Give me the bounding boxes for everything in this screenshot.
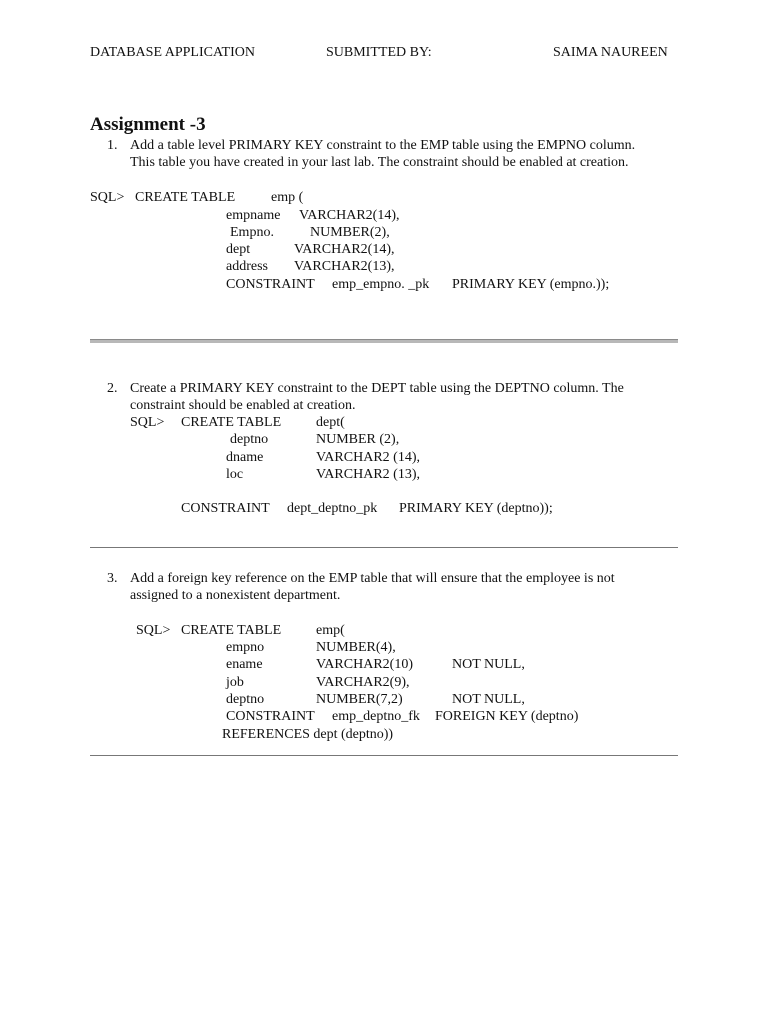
question-number: 3. bbox=[107, 571, 118, 586]
header-center: SUBMITTED BY: bbox=[326, 45, 432, 60]
column-type: VARCHAR2 (14), bbox=[316, 450, 420, 465]
column-type: VARCHAR2 (13), bbox=[316, 467, 420, 482]
question-text-line: This table you have created in your last lab. The constraint should be enabled at creation. bbox=[130, 155, 629, 170]
sql-prompt: SQL> bbox=[90, 190, 125, 205]
assignment-title: Assignment -3 bbox=[90, 114, 206, 135]
header-left: DATABASE APPLICATION bbox=[90, 45, 255, 60]
column-constraint: NOT NULL, bbox=[452, 657, 525, 672]
constraint-name: emp_empno. _pk bbox=[332, 277, 430, 292]
column-type: NUMBER(2), bbox=[310, 225, 390, 240]
column-type: VARCHAR2(9), bbox=[316, 675, 410, 690]
column-type: VARCHAR2(10) bbox=[316, 657, 413, 672]
constraint-definition: PRIMARY KEY (deptno)); bbox=[399, 501, 553, 516]
column-type: VARCHAR2(13), bbox=[294, 259, 395, 274]
header-right: SAIMA NAUREEN bbox=[553, 45, 668, 60]
section-divider bbox=[90, 755, 678, 756]
column-name: Empno. bbox=[230, 225, 274, 240]
question-text-line: Add a foreign key reference on the EMP table that will ensure that the employee is not bbox=[130, 571, 615, 586]
constraint-name: dept_deptno_pk bbox=[287, 501, 378, 516]
column-name: address bbox=[226, 259, 268, 274]
column-name: loc bbox=[226, 467, 244, 482]
constraint-keyword: CONSTRAINT bbox=[181, 501, 270, 516]
section-divider bbox=[90, 339, 678, 343]
sql-table-name: dept( bbox=[316, 415, 345, 430]
column-constraint: NOT NULL, bbox=[452, 692, 525, 707]
question-text-line: Create a PRIMARY KEY constraint to the DEPT table using the DEPTNO column. The bbox=[130, 381, 624, 396]
question-number: 1. bbox=[107, 138, 118, 153]
column-name: empname bbox=[226, 208, 281, 223]
question-number: 2. bbox=[107, 381, 118, 396]
column-type: VARCHAR2(14), bbox=[294, 242, 395, 257]
constraint-definition: FOREIGN KEY (deptno) bbox=[435, 709, 579, 724]
column-type: NUMBER(7,2) bbox=[316, 692, 403, 707]
column-name: dname bbox=[226, 450, 264, 465]
column-name: deptno bbox=[230, 432, 269, 447]
sql-prompt: SQL> bbox=[136, 623, 171, 638]
constraint-keyword: CONSTRAINT bbox=[226, 709, 315, 724]
question-text-line: assigned to a nonexistent department. bbox=[130, 588, 341, 603]
references-clause: REFERENCES dept (deptno)) bbox=[222, 727, 394, 742]
constraint-name: emp_deptno_fk bbox=[332, 709, 420, 724]
sql-create-keyword: CREATE TABLE bbox=[181, 623, 282, 638]
constraint-definition: PRIMARY KEY (empno.)); bbox=[452, 277, 610, 292]
sql-table-name: emp( bbox=[316, 623, 345, 638]
sql-prompt: SQL> bbox=[130, 415, 165, 430]
section-divider bbox=[90, 547, 678, 548]
sql-create-keyword: CREATE TABLE bbox=[135, 190, 236, 205]
question-text-line: constraint should be enabled at creation. bbox=[130, 398, 356, 413]
constraint-keyword: CONSTRAINT bbox=[226, 277, 315, 292]
column-name: ename bbox=[226, 657, 263, 672]
column-name: dept bbox=[226, 242, 251, 257]
column-name: deptno bbox=[226, 692, 265, 707]
sql-create-keyword: CREATE TABLE bbox=[181, 415, 282, 430]
column-name: empno bbox=[226, 640, 265, 655]
sql-table-name: emp ( bbox=[271, 190, 304, 205]
question-text-line: Add a table level PRIMARY KEY constraint to the EMP table using the EMPNO column. bbox=[130, 138, 636, 153]
column-name: job bbox=[226, 675, 244, 690]
column-type: VARCHAR2(14), bbox=[299, 208, 400, 223]
column-type: NUMBER (2), bbox=[316, 432, 400, 447]
column-type: NUMBER(4), bbox=[316, 640, 396, 655]
